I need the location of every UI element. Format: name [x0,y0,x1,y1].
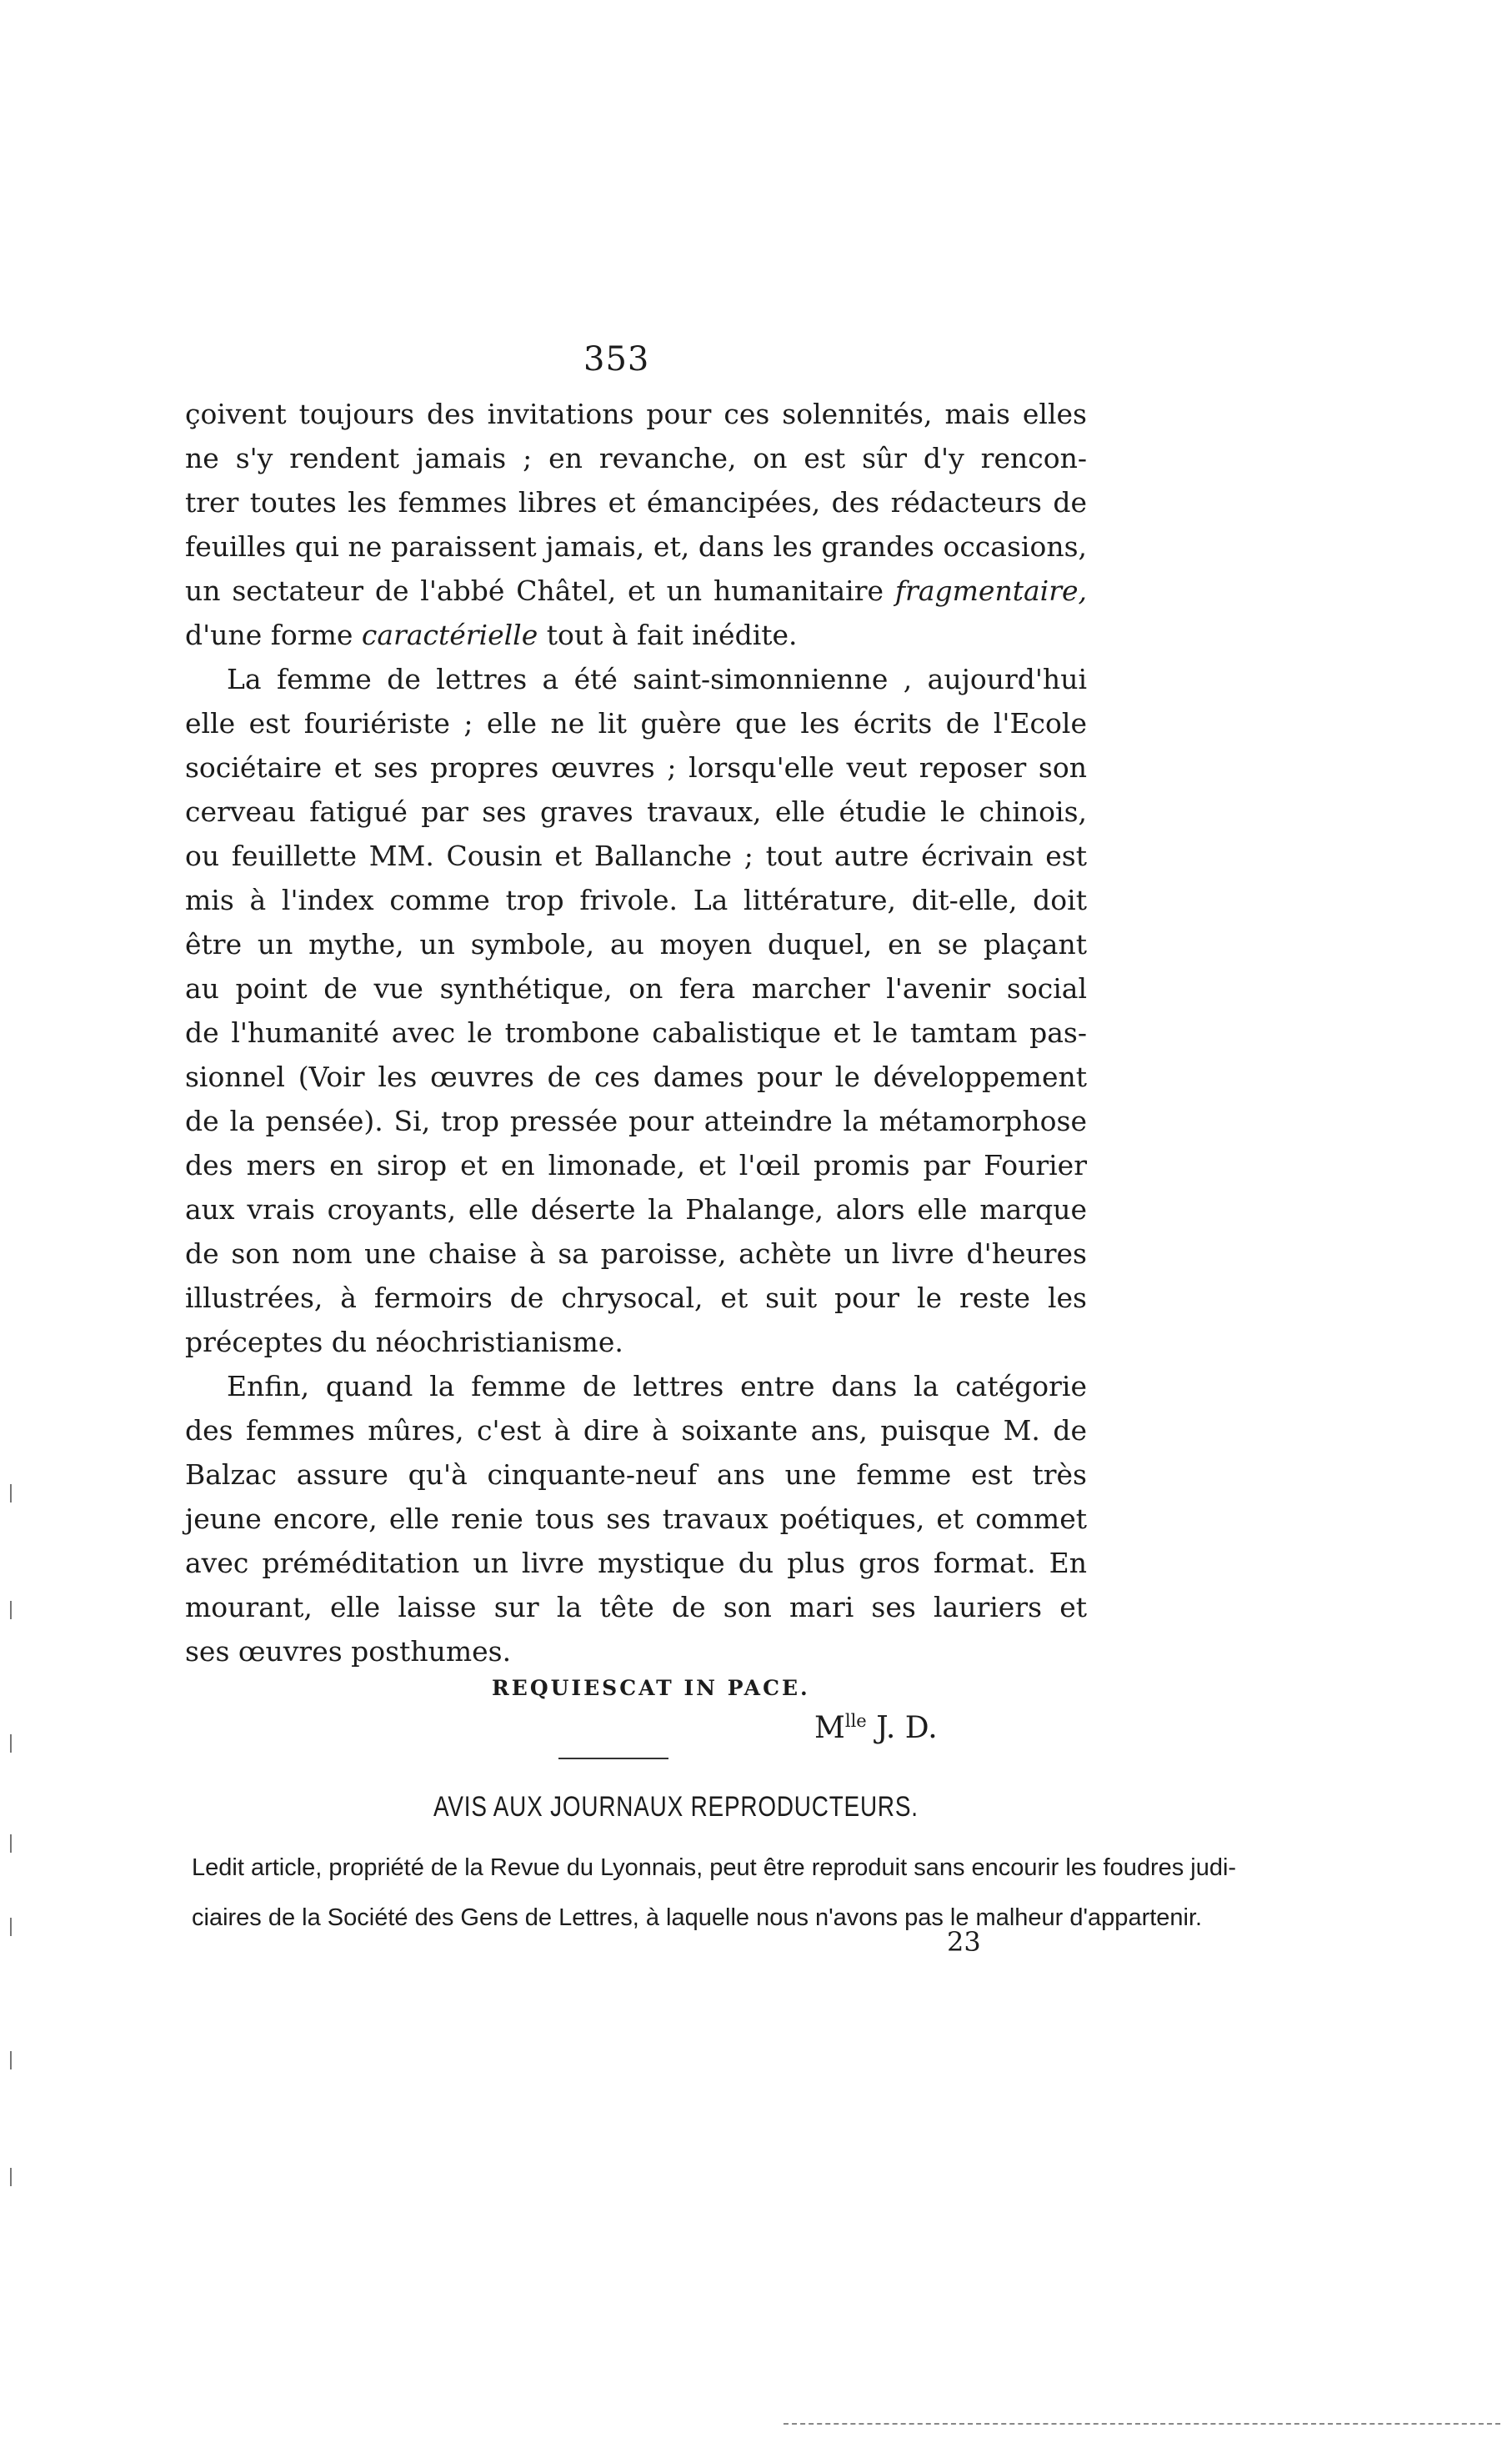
text-line: ou feuillette MM. Cousin et Ballanche ; tout autre écrivain est [185,840,1087,872]
notice-line: ciaires de la Société des Gens de Lettres, à laquelle nous n'avons pas le malheur d'appartenir. [192,1904,1203,1931]
text-line: être un mythe, un symbole, au moyen duquel, en se plaçant [185,928,1087,961]
body-text [185,392,1087,1673]
text-line: ses œuvres posthumes. [185,1635,512,1668]
bottom-scan-edge [784,2423,1500,2425]
text-line: de son nom une chaise à sa paroisse, achète un livre d'heures [185,1237,1087,1270]
text-line [185,613,1087,657]
separator-rule [558,1758,668,1759]
notice-title: AVIS AUX JOURNAUX REPRODUCTEURS. [433,1791,919,1823]
italic-word: fragmentaire, [894,574,1087,607]
page-number: 353 [583,340,650,379]
text-line: Balzac assure qu'à cinquante-neuf ans une femme est très [185,1458,1087,1491]
text-line: La femme de lettres a été saint-simonnienne , aujourd'hui [227,663,1087,695]
signature-name: J. D. [866,1711,938,1745]
text-line: sociétaire et ses propres œuvres ; lorsqu'elle veut reposer son [185,751,1087,784]
margin-marks [10,1484,15,2235]
signature-superscript: lle [844,1711,867,1731]
text-line: feuilles qui ne paraissent jamais, et, dans les grandes occasions, [185,530,1087,563]
text-line: des femmes mûres, c'est à dire à soixante ans, puisque M. de [185,1414,1087,1447]
text-line: elle est fouriériste ; elle ne lit guère que les écrits de l'Ecole [185,707,1087,740]
author-signature [814,1711,938,1745]
text-line: sionnel (Voir les œuvres de ces dames pour le développement [185,1061,1087,1093]
text-line: avec préméditation un livre mystique du plus gros format. En [185,1547,1087,1579]
margin-tick [10,2051,12,2069]
text-fragment: un sectateur de l'abbé Châtel, et un humanitaire [185,574,895,607]
text-line: de l'humanité avec le trombone cabalistique et le tamtam pas- [185,1016,1087,1049]
text-line: Enfin, quand la femme de lettres entre dans la catégorie [227,1370,1087,1402]
text-line: de la pensée). Si, trop pressée pour atteindre la métamorphose [185,1105,1087,1137]
text-line: cerveau fatigué par ses graves travaux, elle étudie le chinois, [185,795,1087,828]
text-line [185,569,1087,613]
text-line: mis à l'index comme trop frivole. La littérature, dit-elle, doit [185,884,1087,916]
margin-tick [10,1734,12,1753]
text-line: au point de vue synthétique, on fera marcher l'avenir social [185,972,1087,1005]
signature-mark: 23 [947,1926,981,1958]
margin-tick [10,2168,12,2186]
notice-line: Ledit article, propriété de la Revue du Lyonnais, peut être reproduit sans encourir les foudres judi- [192,1854,1237,1881]
text-line: illustrées, à fermoirs de chrysocal, et suit pour le reste les [185,1282,1087,1314]
text-fragment: d'une forme [185,619,362,651]
text-fragment: tout à fait inédite. [538,619,798,651]
text-line: çoivent toujours des invitations pour ces solennités, mais elles [185,398,1087,430]
text-line: aux vrais croyants, elle déserte la Phalange, alors elle marque [185,1193,1087,1226]
text-line: des mers en sirop et en limonade, et l'œil promis par Fourier [185,1149,1087,1181]
margin-tick [10,1918,12,1936]
text-line: trer toutes les femmes libres et émancipées, des rédacteurs de [185,486,1087,519]
text-line: jeune encore, elle renie tous ses travaux poétiques, et commet [185,1502,1087,1535]
text-line: ne s'y rendent jamais ; en revanche, on est sûr d'y rencon- [185,442,1087,474]
margin-tick [10,1834,12,1853]
margin-tick [10,1601,12,1619]
signature-initial: M [814,1711,845,1745]
closing-phrase: REQUIESCAT IN PACE. [492,1676,810,1700]
text-line: préceptes du néochristianisme. [185,1326,623,1358]
margin-tick [10,1484,12,1502]
italic-word: caractérielle [361,619,538,651]
text-line: mourant, elle laisse sur la tête de son mari ses lauriers et [185,1591,1087,1623]
